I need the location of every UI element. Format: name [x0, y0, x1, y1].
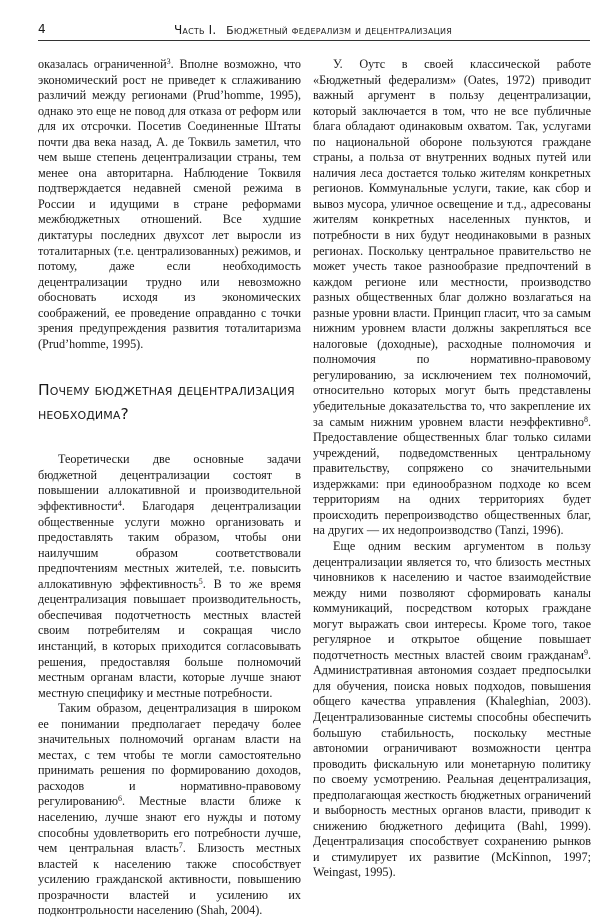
chapter-label: Бюджетный федерализм и децентрализация: [226, 24, 452, 37]
left-column: [38, 57, 301, 919]
text: . Местные власти ближе к населению, лучше знают его нужды и потому способны удовлетворить его потребности лучше, чем центральная власть: [38, 794, 301, 856]
section-title: Почему бюджетная децентрализация необходима?: [38, 381, 295, 424]
text: . Близость местных властей к населению также способствует усилению гражданской активности, повышению прозрачности властей и усилению их подконтрольности населению (Shah, 2004).: [38, 841, 301, 918]
footnote-ref[interactable]: 6: [118, 794, 123, 804]
text: . В то же время децентрализация повышает производительность, обеспечивая подотчетность местных властей своим потребителям и сокращая число инстанций, в которых приходится согласовывать решения, предоставляя больше полномочий местным органам власти, которые лучше знают местную специфику и местные потребности.: [38, 576, 301, 700]
paragraph: [313, 539, 591, 881]
text: . Вполне возможно, что экономический рост не приведет к сглаживанию различий между регионами (Prud’homme, 1995), однако это еще не повод для отказа от реформ или для их отсрочки. Посетив Соединенные Штаты почти два века назад, А. де Токвиль заметил, что чем выше степень децентрализации страны, тем менее она авторитарна. Наблюдение Токвиля подтверждается недавней сменой режима в России и идущими в стране реформами межбюджетных отношений. Все худшие диктатуры последних двухсот лет выросли из тоталитарных (т.е. централизованных) режимов, и потому, даже если необходимость децентрализации трудно или невозможно обосновать исходя из экономических соображений, ее проведение оправданно с точки зрения предупреждения развития тоталитаризма (Prud’homme, 1995).: [38, 57, 302, 351]
text: У. Оутс в своей классической работе «Бюджетный федерализм» (Oates, 1972) приводит важный аргумент в пользу децентрализации, который заключается в том, что не все публичные блага обладают одинаковым охватом. Так, услугами по национальной обороне пользуются граждане страны, а польза от внутренних водных путей или наличия леса достается только жителям конкретных регионов. Коммунальные услуги, такие, как сбор и вывоз мусора, уличное освещение и т.д., адресованы жителям конкретных населенных пунктов, и потребности в них будут неодинаковыми в разных регионах. Поскольку центральное правительство не может учесть такое разнообразие предпочтений в каждом регионе или местности, производство разных общественных благ должно возлагаться на разные уровни власти. Принцип гласит, что за самым нижним уровнем власти должны закрепляться все налоговые (доходные), расходные полномочия и полномочия по нормативно-правовому регулированию, за исключением тех полномочий, относительно которых могут быть представлены убедительные доказательства то, что закрепление их за самым нижним уровнем власти неэффективно: [313, 57, 591, 429]
paragraph: [38, 701, 301, 919]
page-number: 4: [38, 22, 46, 36]
text: . Предоставление общественных благ только силами учреждений, подведомственных центральному правительству, сопряжено со значительными издержками: при единообразном подходе ко всем территориям на одних территориях будет происходить перепроизводство общественных благ, на других — их недопроизводство (Tanzi, 1996).: [313, 414, 591, 538]
running-head-title: [174, 23, 452, 37]
text: Таким образом, децентрализация в широком ее понимании предполагает передачу более значительных полномочий органам власти на местах, с тем чтобы те могли самостоятельно принимать решения по формированию доходов, расходов и нормативно-правовому регулированию: [38, 701, 301, 809]
paragraph: [38, 452, 301, 701]
text: оказалась ограниченной: [38, 57, 167, 71]
paragraph: [38, 57, 301, 352]
paragraph: [313, 57, 591, 539]
text: . Благодаря децентрализации общественные услуги можно организовать и предоставлять таким образом, чтобы они наилучшим образом соответствовали предпочтениям местных жителей, т.е. повысить аллокативную эффективность: [38, 499, 301, 591]
footnote-ref[interactable]: 9: [583, 647, 588, 657]
right-column: [313, 57, 591, 881]
text: . Административная автономия создает предпосылки для обучения, поиска новых подходов, повышения общего качества управления (Khaleghian, 2003). Децентрализованные системы способны обеспечить большую стабильность, поскольку местные автономии ограничивают возможности центра проводить фискальную или монетарную политику по своему усмотрению. Реальная децентрализация, предполагающая жесткость бюджетных ограничений и выборность местных органов власти, приводит к снижению бюджетного дефицита (Bahl, 1999). Децентрализация способствует сохранению рынков и стимулирует их развитие (McKinnon, 1997; Weingast, 1995).: [313, 647, 591, 880]
running-head: [38, 22, 590, 41]
footnote-ref[interactable]: 5: [198, 576, 203, 586]
footnote-ref[interactable]: 7: [178, 841, 183, 851]
part-label: Часть I.: [174, 23, 217, 37]
footnote-ref[interactable]: 4: [117, 499, 122, 509]
text: Еще одним веским аргументом в пользу децентрализации является то, что близость местных чиновников к населению и частое взаимодействие между ними позволяют сформировать каналы коммуникаций, посредством которых граждане могут выражать свои интересы. Кроме того, такое регулярное и открытое общение повышает подотчетность местных властей своим гражданам: [313, 538, 591, 662]
text: Теоретически две основные задачи бюджетной децентрализации состоят в повышении аллокативной и производительной эффективности: [38, 452, 301, 514]
footnote-ref[interactable]: 3: [166, 57, 171, 66]
footnote-ref[interactable]: 8: [583, 414, 588, 424]
